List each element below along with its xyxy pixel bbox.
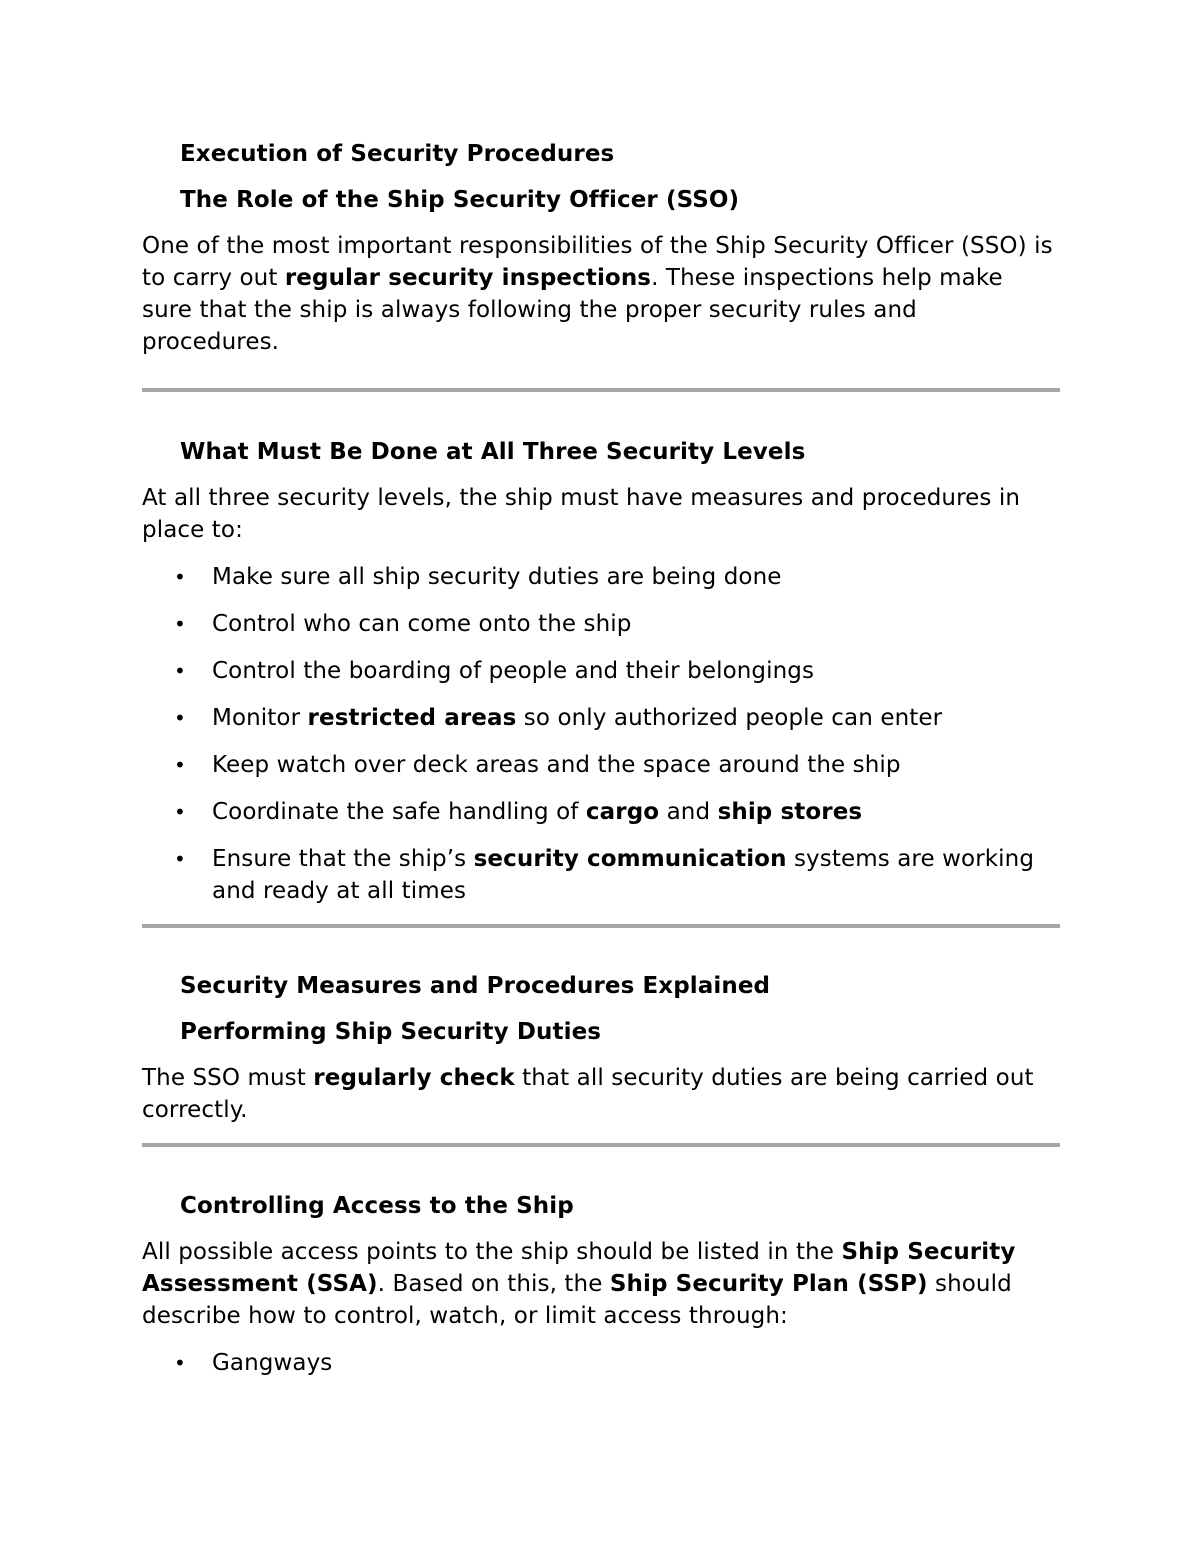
list-item-text: Control the boarding of people and their belongings <box>212 658 815 684</box>
list-item-text: and <box>659 799 718 825</box>
list-item-text <box>212 1347 1060 1379</box>
section-subtitle-sso-role: The Role of the Ship Security Officer (SSO) <box>180 187 740 213</box>
list-item-bold-text: security communication <box>473 846 787 872</box>
paragraph-text: that all security duties are being carried out correctly. <box>142 1065 1034 1123</box>
bullet-icon: • <box>174 612 186 636</box>
divider <box>142 1143 1060 1147</box>
list-item <box>142 702 1060 734</box>
section-title-three-levels: What Must Be Done at All Three Security Levels <box>180 439 806 465</box>
list-item-bold-text: restricted areas <box>307 705 517 731</box>
list-item-bold-text: ship stores <box>717 799 863 825</box>
bullet-list-access-points <box>142 1347 1060 1379</box>
paragraph-text: The SSO must <box>142 1065 314 1091</box>
paragraph-text: All possible access points to the ship should be listed in the <box>142 1239 842 1265</box>
list-item-text <box>212 655 1060 687</box>
paragraph-text: One of the most important responsibilities of the Ship Security Officer (SSO) is to carry out <box>142 233 1053 291</box>
list-item-text: Coordinate the safe handling of <box>212 799 586 825</box>
list-item-text: Make sure all ship security duties are being done <box>212 564 782 590</box>
list-item-text <box>212 749 1060 781</box>
list-item <box>142 843 1060 907</box>
section-subtitle-performing-duties: Performing Ship Security Duties <box>180 1019 602 1045</box>
list-item-text <box>212 796 1060 828</box>
bullet-list-three-levels <box>142 561 1060 907</box>
bullet-icon: • <box>174 847 186 871</box>
bullet-icon: • <box>174 800 186 824</box>
list-item-text: Control who can come onto the ship <box>212 611 632 637</box>
paragraph-regularly-check <box>142 1062 1060 1126</box>
paragraph-bold-text: Ship Security Plan (SSP) <box>609 1271 928 1297</box>
paragraph-access-points <box>142 1236 1060 1332</box>
list-item <box>142 796 1060 828</box>
list-item <box>142 561 1060 593</box>
paragraph-bold-text: regularly check <box>313 1065 515 1091</box>
list-item <box>142 749 1060 781</box>
section-title-execution: Execution of Security Procedures <box>180 141 615 167</box>
list-item <box>142 655 1060 687</box>
paragraph-text: should describe how to control, watch, or limit access through: <box>142 1271 1012 1329</box>
paragraph-text: . Based on this, the <box>377 1271 610 1297</box>
paragraph-text: . These inspections help make sure that the ship is always following the proper security rules and procedures. <box>142 265 1003 355</box>
bullet-icon: • <box>174 706 186 730</box>
list-item-text <box>212 843 1060 907</box>
list-item-text: Ensure that the ship’s <box>212 846 474 872</box>
list-item-text <box>212 702 1060 734</box>
list-item-text: Monitor <box>212 705 308 731</box>
list-item-text <box>212 561 1060 593</box>
section-title-measures-explained: Security Measures and Procedures Explained <box>180 973 771 999</box>
paragraph-bold-text: regular security inspections <box>284 265 652 291</box>
list-item-bold-text: cargo <box>585 799 660 825</box>
divider <box>142 924 1060 928</box>
document-page <box>142 138 1060 1379</box>
section-title-controlling-access: Controlling Access to the Ship <box>180 1193 574 1219</box>
list-item-text: systems are working and ready at all times <box>212 846 1035 904</box>
list-item <box>142 608 1060 640</box>
bullet-icon: • <box>174 659 186 683</box>
bullet-icon: • <box>174 565 186 589</box>
bullet-icon: • <box>174 1351 186 1375</box>
paragraph-bold-text: Ship Security Assessment (SSA) <box>142 1239 1016 1297</box>
paragraph-sso-inspections <box>142 230 1060 358</box>
list-item <box>142 1347 1060 1379</box>
list-item-text <box>212 608 1060 640</box>
divider <box>142 388 1060 392</box>
list-item-text: so only authorized people can enter <box>516 705 943 731</box>
paragraph-three-levels-intro: At all three security levels, the ship must have measures and procedures in place to: <box>142 485 1021 543</box>
list-item-text: Gangways <box>212 1350 333 1376</box>
bullet-icon: • <box>174 753 186 777</box>
list-item-text: Keep watch over deck areas and the space around the ship <box>212 752 901 778</box>
